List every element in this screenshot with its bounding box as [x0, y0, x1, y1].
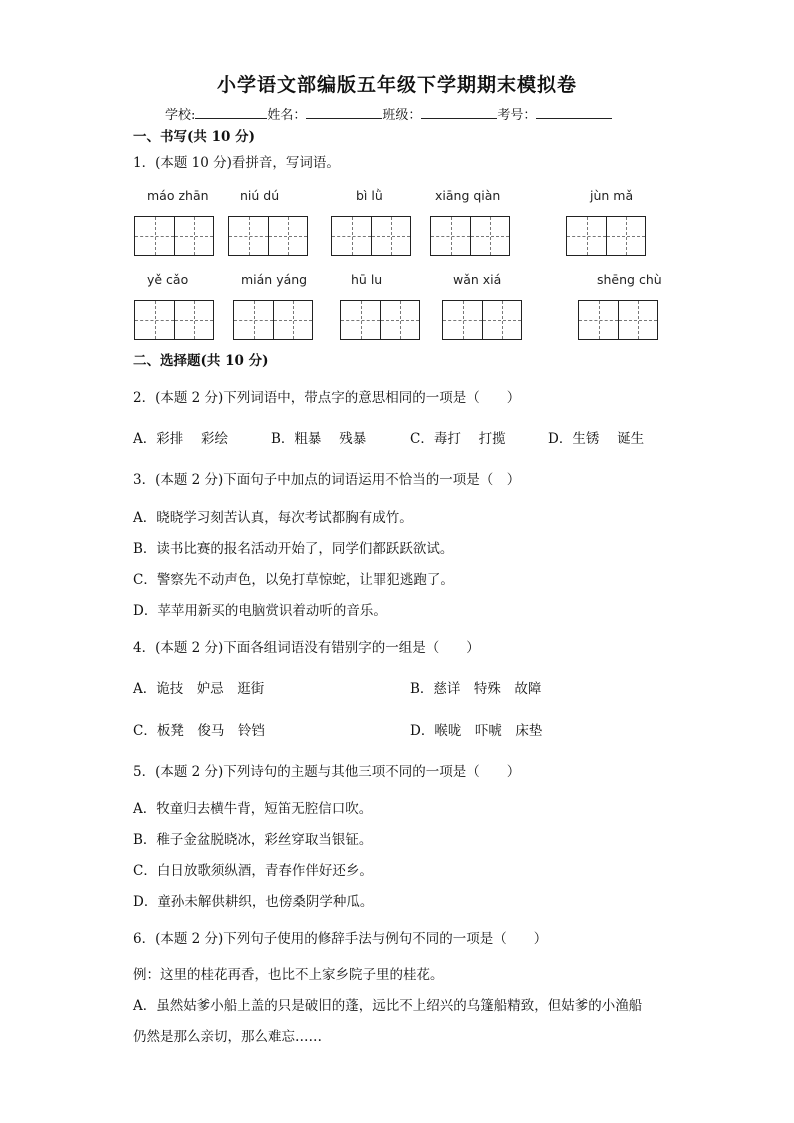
writing-grid[interactable]: [134, 216, 214, 256]
question-5-option-a: A．牧童归去横牛背，短笛无腔信口吹。: [133, 801, 373, 817]
pinyin-label: xiāng qiàn: [435, 188, 501, 203]
pinyin-label: niú dú: [240, 188, 280, 203]
question-2-option-c: C．毒打 打揽: [410, 431, 506, 447]
writing-grid[interactable]: [228, 216, 308, 256]
pinyin-label: wǎn xiá: [453, 272, 502, 287]
question-6-option-a: A．虽然姑爹小船上盖的只是破旧的蓬，远比不上绍兴的乌篷船精致，但姑爹的小渔船: [133, 998, 643, 1014]
pinyin-label: shēng chù: [597, 272, 662, 287]
writing-grid[interactable]: [340, 300, 420, 340]
question-3-option-b: B．读书比赛的报名活动开始了，同学们都跃跃欲试。: [133, 541, 454, 557]
pinyin-label: jùn mǎ: [590, 188, 634, 203]
writing-grid[interactable]: [566, 216, 646, 256]
question-5-option-d: D．童孙未解供耕织，也傍桑阴学种瓜。: [133, 894, 374, 910]
page-title: 小学语文部编版五年级下学期期末模拟卷: [216, 74, 577, 96]
question-4-option-c: C．板凳 俊马 铃铛: [133, 723, 265, 739]
question-4-option-a: A．诡技 妒忌 逛街: [133, 681, 265, 697]
name-blank[interactable]: [306, 106, 382, 119]
school-label: 学校:: [165, 108, 196, 123]
class-blank[interactable]: [421, 106, 497, 119]
question-4-option-d: D．喉咙 吓唬 床垫: [410, 723, 543, 739]
exam-no-blank[interactable]: [536, 106, 612, 119]
pinyin-label: mián yáng: [241, 272, 308, 287]
question-5-stem: 5．(本题 2 分)下列诗句的主题与其他三项不同的一项是（ ）: [133, 764, 521, 780]
question-5-option-c: C．白日放歌须纵酒，青春作伴好还乡。: [133, 863, 373, 879]
exam-no-label: 考号：: [497, 108, 537, 123]
question-2-option-a: A．彩排 彩绘: [133, 431, 229, 447]
question-3-option-d: D．苹苹用新买的电脑赏识着动听的音乐。: [133, 603, 387, 619]
question-6-stem: 6．(本题 2 分)下列句子使用的修辞手法与例句不同的一项是（ ）: [133, 931, 548, 947]
name-label: 姓名：: [267, 108, 307, 123]
question-4-stem: 4．(本题 2 分)下面各组词语没有错别字的一组是（ ）: [133, 640, 480, 656]
writing-grid[interactable]: [331, 216, 411, 256]
question-6-option-a-continued: 仍然是那么亲切，那么难忘……: [133, 1029, 322, 1045]
question-5-option-b: B．稚子金盆脱晓冰，彩丝穿取当银钲。: [133, 832, 373, 848]
class-label: 班级：: [382, 108, 422, 123]
student-info-line: [165, 104, 612, 123]
pinyin-label: yě cǎo: [147, 272, 189, 287]
pinyin-label: máo zhān: [147, 188, 209, 203]
writing-grid[interactable]: [233, 300, 313, 340]
question-1-stem: 1．(本题 10 分)看拼音，写词语。: [133, 155, 340, 171]
writing-grid[interactable]: [442, 300, 522, 340]
writing-grid[interactable]: [578, 300, 658, 340]
question-3-option-a: A．晓晓学习刻苦认真，每次考试都胸有成竹。: [133, 510, 413, 526]
section-1-heading: 一、书写(共 10 分): [133, 129, 255, 145]
question-3-option-c: C．警察先不动声色，以免打草惊蛇，让罪犯逃跑了。: [133, 572, 454, 588]
question-2-stem: 2．(本题 2 分)下列词语中，带点字的意思相同的一项是（ ）: [133, 390, 521, 406]
question-2-option-b: B．粗暴 残暴: [271, 431, 367, 447]
pinyin-label: bì lǜ: [356, 188, 383, 203]
writing-grid[interactable]: [134, 300, 214, 340]
question-3-stem: 3．(本题 2 分)下面句子中加点的词语运用不恰当的一项是（ ）: [133, 472, 521, 488]
school-blank[interactable]: [195, 106, 267, 119]
writing-grid[interactable]: [430, 216, 510, 256]
question-4-option-b: B．慈详 特殊 故障: [410, 681, 542, 697]
section-2-heading: 二、选择题(共 10 分): [133, 353, 269, 369]
pinyin-label: hū lu: [351, 272, 383, 287]
question-2-option-d: D．生锈 诞生: [548, 431, 645, 447]
question-6-example: 例：这里的桂花再香，也比不上家乡院子里的桂花。: [133, 967, 444, 983]
